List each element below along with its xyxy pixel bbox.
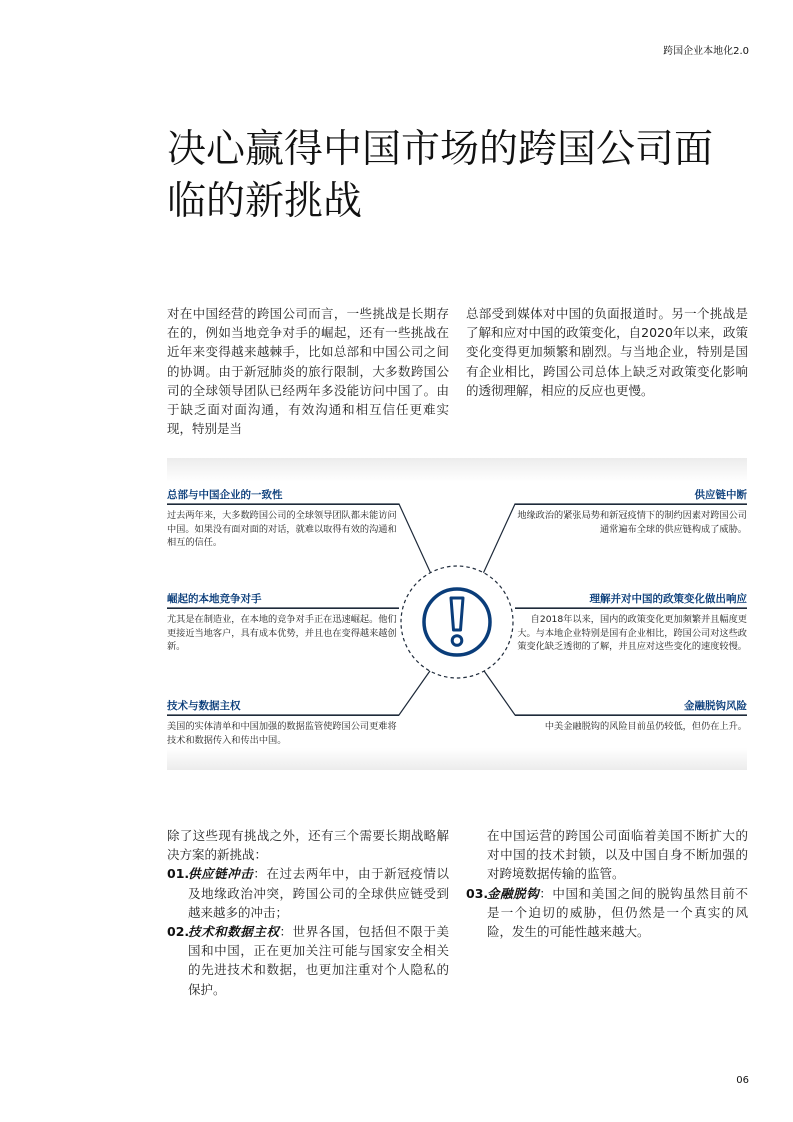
list-item xyxy=(466,884,748,942)
list-keyword: 供应链冲击 xyxy=(188,866,254,882)
challenge-box-tech-data xyxy=(167,699,399,747)
challenge-box-local-competitors xyxy=(167,592,399,654)
challenge-title: 理解并对中国的政策变化做出响应 xyxy=(515,592,747,609)
list-text: 世界各国，包括但不限于美国和中国，正在更加关注可能与国家安全相关的先进技术和数据，也更加注重对个人隐私的保护。 xyxy=(188,924,449,997)
challenge-title: 金融脱钩风险 xyxy=(515,699,747,716)
header-title: 跨国企业本地化2.0 xyxy=(663,46,749,57)
challenge-text: 地缘政治的紧张局势和新冠疫情下的制约因素对跨国公司通常遍布全球的供应链构成了威胁。 xyxy=(517,510,747,535)
list-keyword: 金融脱钩 xyxy=(487,885,540,901)
page-number: 06 xyxy=(736,1075,749,1086)
challenge-title: 崛起的本地竞争对手 xyxy=(167,592,399,609)
body-continuation: 在中国运营的跨国公司面临着美国不断扩大的对中国的技术封锁，以及中国自身不断加强的对跨境数据传输的监管。 xyxy=(487,828,748,882)
challenge-text: 尤其是在制造业，在本地的竞争对手正在迅速崛起。他们更接近当地客户，具有成本优势，并且也在变得越来越创新。 xyxy=(167,614,397,653)
challenges-infographic xyxy=(167,458,747,770)
challenge-title: 供应链中断 xyxy=(515,488,747,505)
list-keyword: 技术和数据主权 xyxy=(188,924,280,940)
challenge-box-supply-chain xyxy=(515,488,747,536)
hub-circle xyxy=(399,564,515,680)
challenge-text: 美国的实体清单和中国加强的数据监管使跨国公司更难将技术和数据传入和传出中国。 xyxy=(167,721,397,746)
list-separator: ： xyxy=(253,866,267,882)
intro-paragraph-left: 对在中国经营的跨国公司而言，一些挑战是长期存在的，例如当地竞争对手的崛起，还有一些挑战在近年来变得越来越棘手，比如总部和中国公司之间的协调。由于新冠肺炎的旅行限制，大多数跨国公司的全球领导团队已经两年多没能访问中国了。由于缺乏面对面沟通，有效沟通和相互信任更难实现，特别是当 xyxy=(167,306,449,437)
challenge-box-policy-change xyxy=(515,592,747,654)
list-item xyxy=(167,864,449,922)
body-column-left xyxy=(167,826,449,999)
challenge-text: 中美金融脱钩的风险目前虽仍较低，但仍在上升。 xyxy=(544,721,747,732)
list-number: 01. xyxy=(167,866,190,882)
list-separator: ： xyxy=(279,924,293,940)
challenge-text: 过去两年来，大多数跨国公司的全球领导团队都未能访问中国。如果没有面对面的对话，就难以取得有效的沟通和相互的信任。 xyxy=(167,510,397,549)
challenge-title: 技术与数据主权 xyxy=(167,699,399,716)
challenge-box-hq-alignment xyxy=(167,488,399,550)
challenge-text: 自2018年以来，国内的政策变化更加频繁并且幅度更大。与本地企业特别是国有企业相比，跨国公司对这些政策变化缺乏透彻的了解，并且应对这些变化的速度较慢。 xyxy=(517,614,747,653)
list-number: 02. xyxy=(167,924,190,940)
list-item xyxy=(167,922,449,999)
page-title: 决心赢得中国市场的跨国公司面临的新挑战 xyxy=(167,127,714,224)
challenge-title: 总部与中国企业的一致性 xyxy=(167,488,399,505)
list-text: 中国和美国之间的脱钩虽然目前不是一个迫切的威胁，但仍然是一个真实的风险，发生的可能性越来越大。 xyxy=(487,885,748,940)
body-intro: 除了这些现有挑战之外，还有三个需要长期战略解决方案的新挑战： xyxy=(167,828,449,863)
challenge-box-financial-decoupling xyxy=(515,699,747,734)
body-column-right xyxy=(466,826,748,941)
list-number: 03. xyxy=(466,885,489,901)
intro-paragraph-right: 总部受到媒体对中国的负面报道时。另一个挑战是了解和应对中国的政策变化，自2020年以来，政策变化变得更加频繁和剧烈。与当地企业，特别是国有企业相比，跨国公司总体上缺乏对政策变化影响的透彻理解，相应的反应也更慢。 xyxy=(466,306,748,398)
list-separator: ： xyxy=(539,885,553,901)
list-text: 在过去两年中，由于新冠疫情以及地缘政治冲突，跨国公司的全球供应链受到越来越多的冲击； xyxy=(188,866,449,920)
